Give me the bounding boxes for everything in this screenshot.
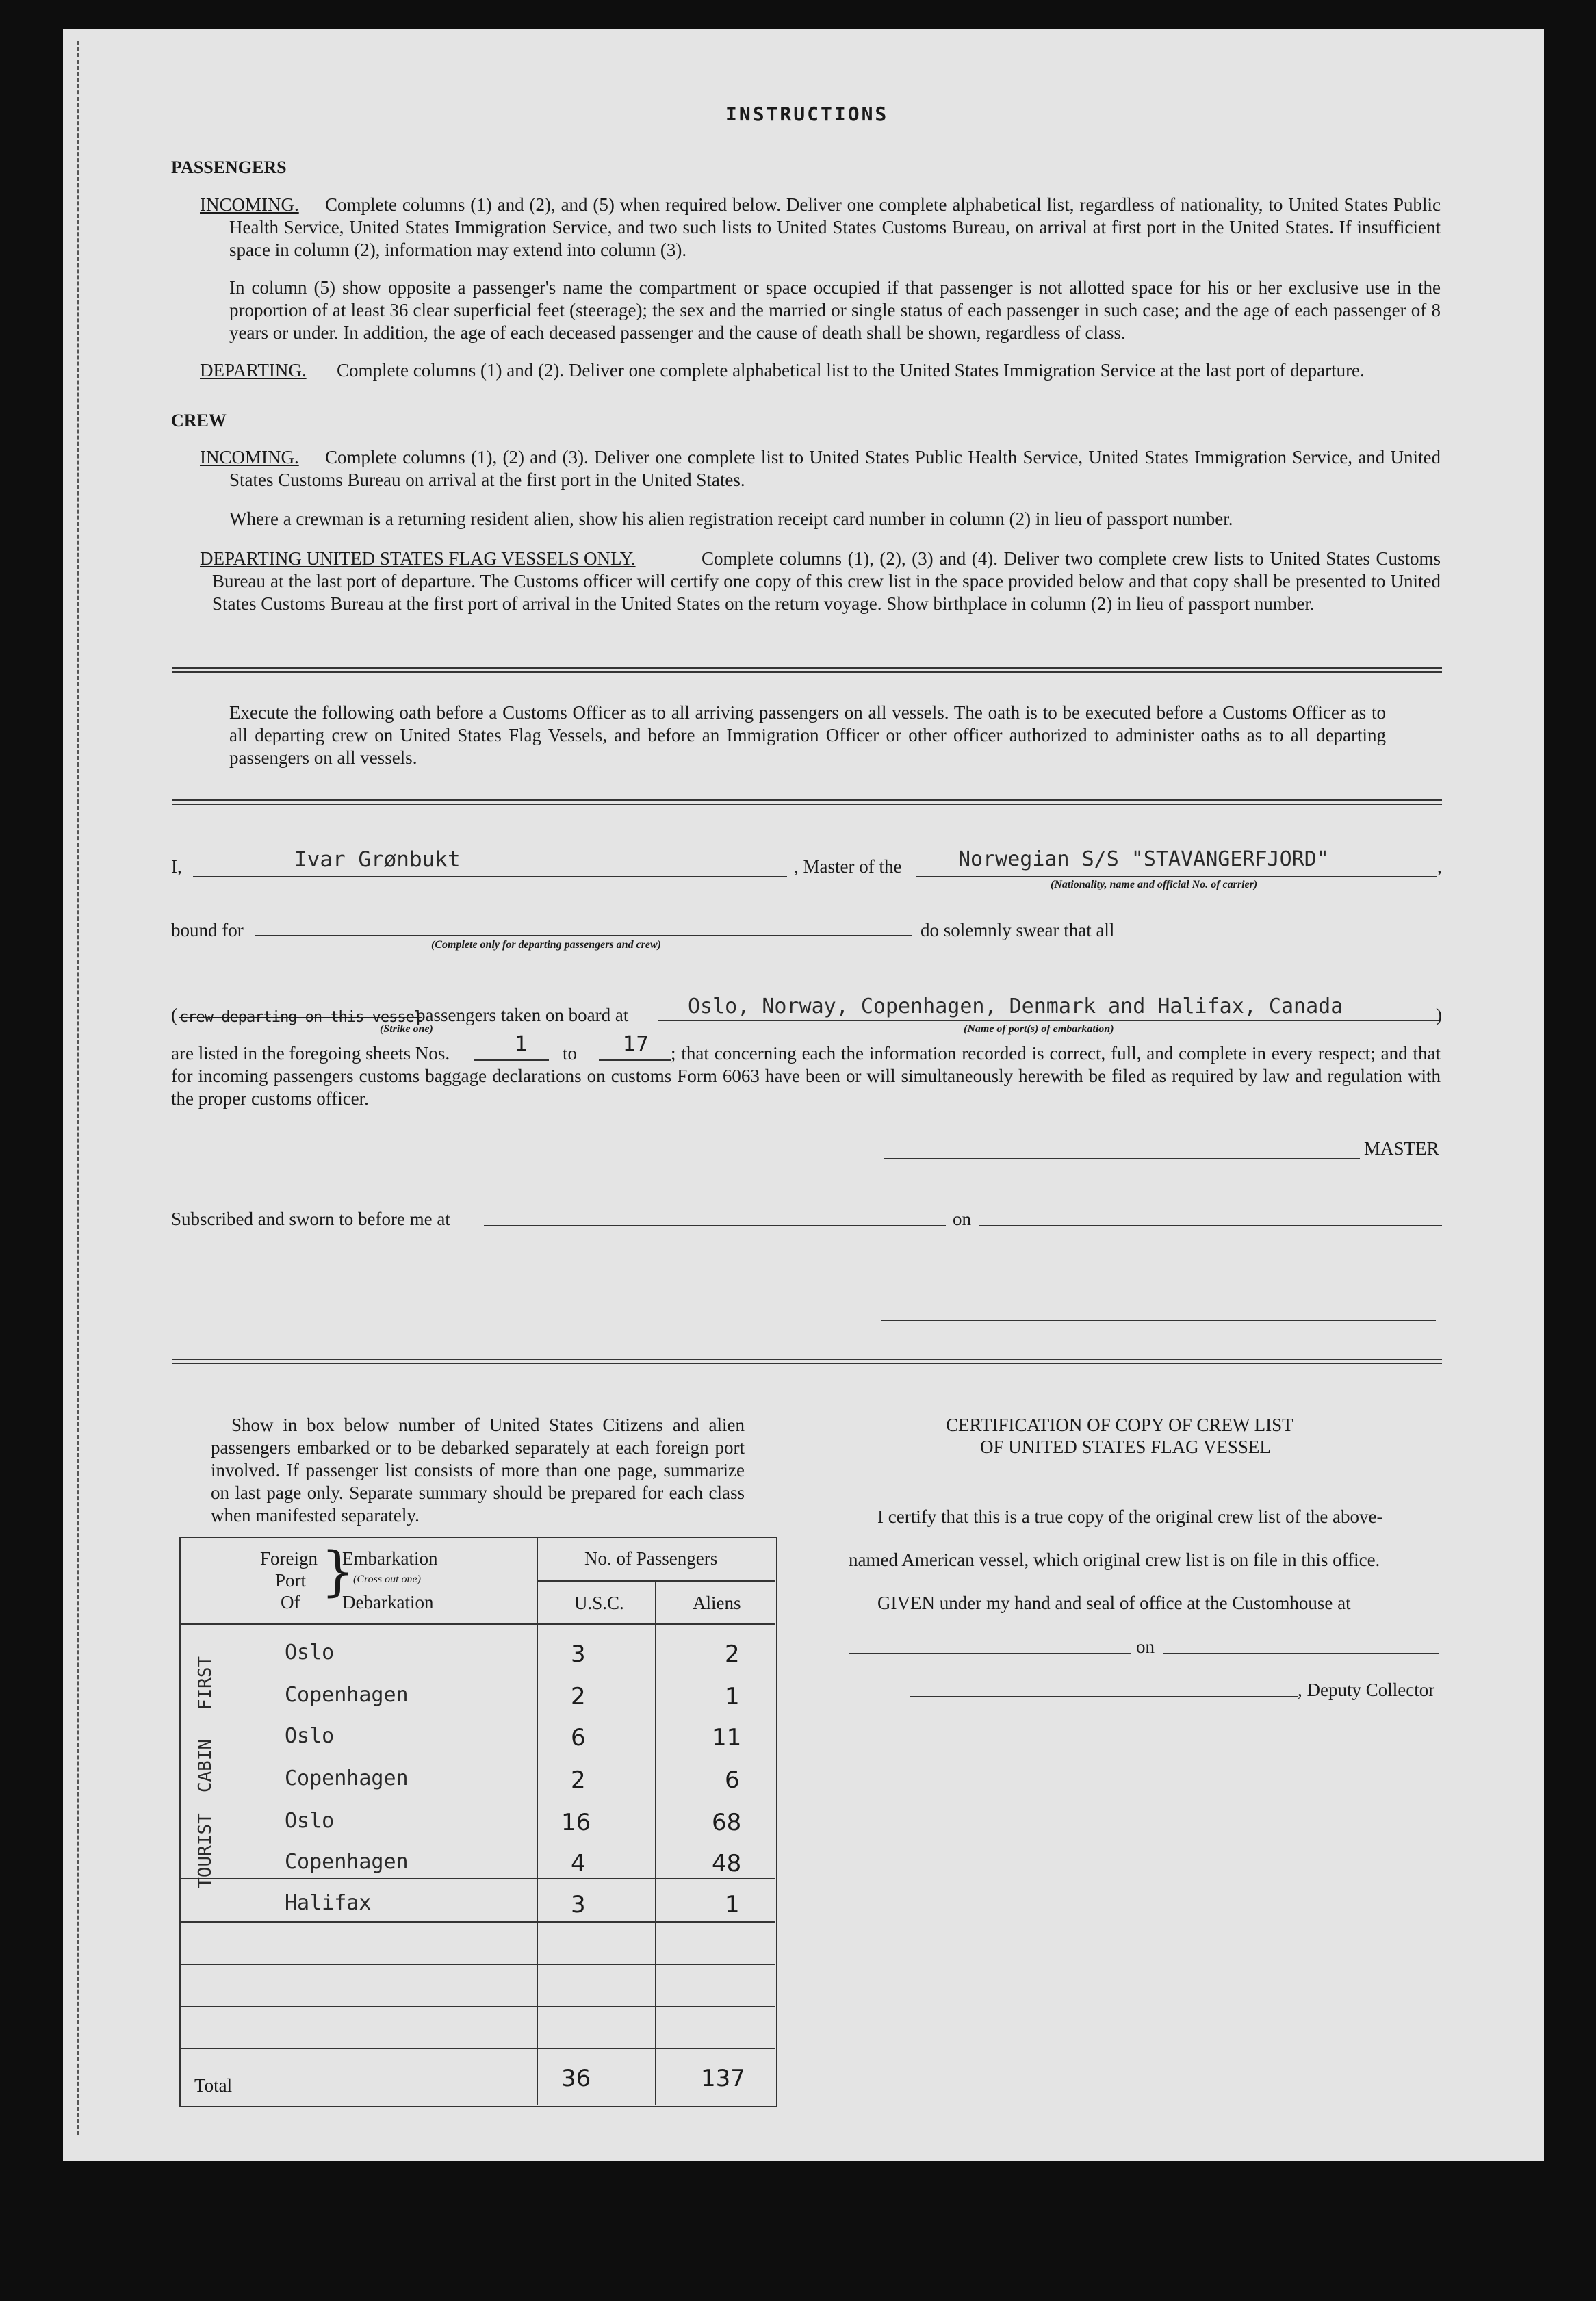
incoming-paragraph: Complete columns (1) and (2), and (5) when required below. Deliver one complete alphabetical list, regardless of nationality, to United States Public Health Service, United States Immigration Service, and two such lists to United States Customs Bureau, on arrival at first port in the United States. If insufficient space in column (2), information may extend into column (3).	[229, 194, 1441, 260]
instructions-heading: INSTRUCTIONS	[725, 103, 889, 125]
vessel-line	[916, 876, 1437, 877]
departing-us-label: DEPARTING UNITED STATES FLAG VESSELS ONLY.	[200, 548, 636, 569]
col-divider	[655, 1580, 656, 2105]
left-margin-dashes	[77, 41, 79, 2135]
divider	[172, 1359, 1442, 1364]
close-paren: )	[1436, 1005, 1442, 1025]
oath-rest-text: ; that concerning each the information recorded is correct, full, and complete in every respect; and that for incoming passengers customs baggage declarations on customs Form 6063 have been or will simultaneously herewith be filed as required by law and regulation with the proper customs officer.	[171, 1043, 1441, 1109]
sworn-on-label: on	[953, 1209, 971, 1229]
row-divider	[181, 2048, 775, 2049]
row-usc: 3	[571, 1891, 586, 1918]
crew-heading: CREW	[171, 411, 227, 430]
row-port: Oslo	[285, 1809, 335, 1833]
subscribed-label: Subscribed and sworn to before me at	[171, 1209, 450, 1229]
row-divider	[181, 1878, 775, 1879]
row-usc: 4	[571, 1850, 586, 1877]
open-paren: (	[171, 1005, 177, 1025]
class-first: FIRST	[195, 1656, 216, 1710]
master-name-line	[193, 876, 787, 877]
incoming-column5-paragraph: In column (5) show opposite a passenger's name the compartment or space occupied if that passenger is not allotted space for his or her exclusive use in the proportion of at least 36 clear superficial feet (steerage); the sex and the married or single status of each passenger in such case; and the age of each passenger of 8 years or under. In addition, the age of each deceased passenger and the cause of death shall be shown, regardless of class.	[229, 277, 1441, 343]
header-debarkation: Debarkation	[342, 1592, 434, 1612]
header-cross-out: (Cross out one)	[353, 1573, 421, 1585]
sworn-date-line	[979, 1225, 1442, 1226]
row-port: Copenhagen	[285, 1766, 409, 1790]
i-label: I,	[171, 856, 182, 877]
header-port: Port	[275, 1570, 307, 1591]
ports-caption: (Name of port(s) of embarkation)	[964, 1023, 1114, 1035]
row-usc: 2	[571, 1766, 586, 1794]
comma: ,	[1437, 856, 1442, 877]
row-divider	[181, 2006, 775, 2007]
certification-title: CERTIFICATION OF COPY OF CREW LIST	[946, 1415, 1293, 1435]
customhouse-line	[849, 1653, 1131, 1654]
row-port: Halifax	[285, 1891, 372, 1915]
embarkation-ports: Oslo, Norway, Copenhagen, Denmark and Halifax, Canada	[688, 994, 1343, 1018]
row-aliens: 2	[725, 1641, 740, 1668]
row-port: Copenhagen	[285, 1850, 409, 1874]
certification-on-label: on	[1136, 1636, 1155, 1657]
vessel-caption: (Nationality, name and official No. of carrier)	[1051, 879, 1258, 890]
deputy-collector-label: , Deputy Collector	[1298, 1680, 1435, 1700]
row-port: Oslo	[285, 1724, 335, 1748]
certification-line3: GIVEN under my hand and seal of office at the Customhouse at	[877, 1593, 1351, 1613]
header-no-passengers: No. of Passengers	[584, 1548, 718, 1569]
sworn-at-line	[484, 1225, 946, 1226]
row-aliens: 11	[712, 1724, 742, 1751]
header-foreign: Foreign	[260, 1548, 318, 1569]
row-aliens: 6	[725, 1766, 740, 1794]
bound-for-line	[255, 935, 912, 936]
divider	[172, 667, 1442, 673]
passengers-heading: PASSENGERS	[171, 157, 287, 177]
header-divider	[537, 1580, 775, 1582]
certification-subtitle: OF UNITED STATES FLAG VESSEL	[980, 1437, 1271, 1457]
incoming-label: INCOMING.	[200, 194, 299, 215]
bound-for-label: bound for	[171, 920, 244, 940]
row-divider	[181, 1921, 775, 1923]
passenger-summary-table	[179, 1537, 777, 2107]
divider	[172, 799, 1442, 805]
deputy-signature-line	[910, 1696, 1298, 1697]
header-bottom	[181, 1623, 775, 1625]
bound-for-caption: (Complete only for departing passengers and crew)	[431, 939, 661, 951]
row-aliens: 68	[712, 1809, 742, 1836]
total-label: Total	[194, 2075, 233, 2096]
row-aliens: 1	[725, 1891, 740, 1918]
class-cabin: CABIN	[195, 1738, 216, 1793]
master-label: MASTER	[1364, 1138, 1439, 1159]
listed-label: are listed in the foregoing sheets Nos.	[171, 1043, 450, 1064]
oath-intro: Execute the following oath before a Customs Officer as to all arriving passengers on all vessels. The oath is to be executed before a Customs Officer as to all departing crew on United States Flag Vessels, and before an Immigration Officer or other officer authorized to administer oaths as to all departing passengers on all vessels.	[229, 702, 1386, 768]
brace-icon: }	[321, 1541, 355, 1603]
ports-line	[658, 1020, 1439, 1021]
row-usc: 3	[571, 1641, 586, 1668]
crew-alien-paragraph: Where a crewman is a returning resident alien, show his alien registration receipt card number in column (2) in lieu of passport number.	[229, 509, 1233, 529]
certification-line2: named American vessel, which original crew list is on file in this office.	[849, 1550, 1380, 1570]
officer-signature-line	[881, 1320, 1436, 1321]
row-usc: 2	[571, 1683, 586, 1710]
crew-incoming-label: INCOMING.	[200, 447, 299, 467]
sheet-to: 17	[623, 1032, 649, 1056]
row-divider	[181, 1964, 775, 1965]
row-usc: 16	[561, 1809, 591, 1836]
row-usc: 6	[571, 1724, 586, 1751]
to-label: to	[563, 1043, 578, 1064]
class-tourist: TOURIST	[195, 1813, 216, 1888]
taken-label: passengers taken on board at	[416, 1005, 629, 1025]
master-name: Ivar Grønbukt	[294, 847, 461, 872]
crew-incoming-text: Complete columns (1), (2) and (3). Deliver one complete list to United States Public Health Service, United States Immigration Service, and United States Customs Bureau on arrival at the first port in the United States.	[229, 447, 1441, 490]
header-embarkation: Embarkation	[342, 1548, 438, 1569]
strike-caption: (Strike one)	[380, 1023, 433, 1035]
departing-text: Complete columns (1) and (2). Deliver one complete alphabetical list to the United States Immigration Service at the last port of departure.	[337, 360, 1365, 381]
row-port: Copenhagen	[285, 1683, 409, 1707]
sheet-from: 1	[515, 1032, 528, 1056]
header-aliens: Aliens	[693, 1593, 741, 1613]
certification-line1: I certify that this is a true copy of the original crew list of the above-	[877, 1506, 1383, 1527]
certification-date-line	[1163, 1653, 1439, 1654]
struck-crew-text: crew departing on this vessel	[179, 1009, 423, 1026]
departing-us-text: Complete columns (1), (2), (3) and (4). Deliver two complete crew lists to United States Customs Bureau at the last port of departure. The Customs officer will certify one copy of this crew list in the space provided below and that copy shall be presented to United States Customs Bureau at the first port of arrival in the United States on the return voyage. Show birthplace in column (2) in lieu of passport number.	[212, 548, 1441, 614]
summary-instructions: Show in box below number of United States Citizens and alien passengers embarked or to be debarked separately at each foreign port involved. If passenger list consists of more than one page, summarize on last page only. Separate summary should be prepared for each class when manifested separately.	[211, 1415, 745, 1526]
vessel-name: Norwegian S/S "STAVANGERFJORD"	[958, 847, 1329, 871]
departing-label: DEPARTING.	[200, 360, 307, 381]
header-usc: U.S.C.	[574, 1593, 624, 1613]
total-aliens: 137	[701, 2065, 745, 2092]
row-aliens: 48	[712, 1850, 742, 1877]
row-aliens: 1	[725, 1683, 740, 1710]
header-of: Of	[281, 1592, 300, 1612]
total-usc: 36	[561, 2065, 591, 2092]
row-port: Oslo	[285, 1641, 335, 1664]
master-signature-line	[884, 1158, 1360, 1159]
master-of-label: , Master of the	[794, 856, 902, 877]
swear-label: do solemnly swear that all	[921, 920, 1115, 940]
